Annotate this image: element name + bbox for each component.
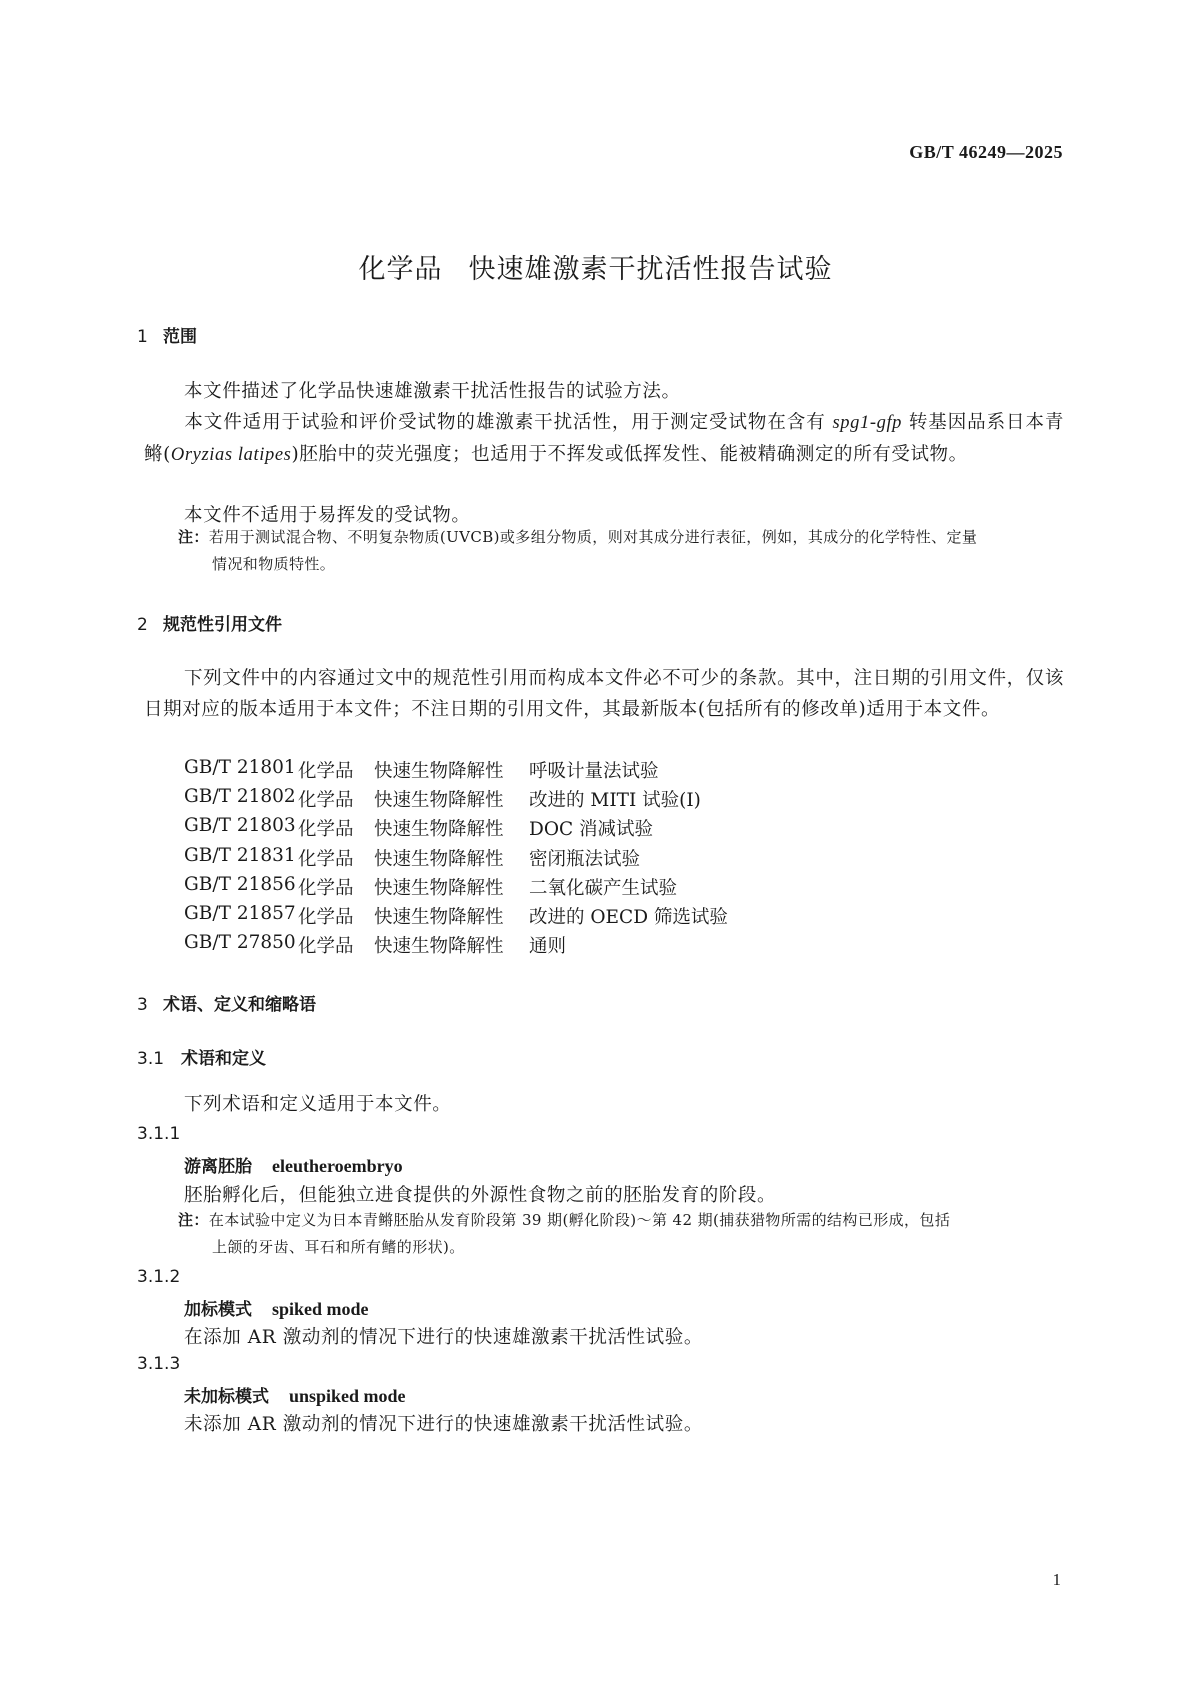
section-number: 2 [137, 615, 148, 635]
species-name: Oryzias latipes [170, 445, 292, 465]
term-heading [184, 1382, 406, 1407]
scope-paragraph-2: 本文件适用于试验和评价受试物的雄激素干扰活性，用于测定受试物在含有 spg1-gfp 转基因品系日本青鳉(Oryzias latipes)胚胎中的荧光强度；也适用于不挥发或低挥发性、能被精确测定的所有受试物。 [144, 412, 1064, 465]
term-chinese: 未加标模式 [184, 1387, 269, 1407]
scope-paragraph-3: 本文件不适用于易挥发的受试物。 [184, 505, 471, 526]
terms-intro: 下列术语和定义适用于本文件。 [184, 1094, 452, 1115]
term-number: 3.1.2 [137, 1267, 181, 1287]
section-1-heading [137, 322, 197, 347]
section-number: 3 [137, 995, 148, 1015]
standard-code: GB/T 46249—2025 [909, 142, 1063, 162]
term-number: 3.1.1 [137, 1124, 181, 1144]
section-3-heading [137, 990, 316, 1015]
term-english: eleutheroembryo [272, 1156, 403, 1176]
term-definition: 在添加 AR 激动剂的情况下进行的快速雄激素干扰活性试验。 [184, 1327, 703, 1348]
section-title: 术语和定义 [181, 1049, 266, 1069]
scope-paragraph-1: 本文件描述了化学品快速雄激素干扰活性报告的试验方法。 [184, 381, 681, 402]
scope-note: 注：若用于测试混合物、不明复杂物质(UVCB)或多组分物质，则对其成分进行表征，例如，其成分的化学特性、定量 情况和物质特性。 [178, 528, 978, 573]
note-label: 注： [178, 1211, 209, 1229]
term-heading [184, 1295, 369, 1320]
term-chinese: 游离胚胎 [184, 1157, 252, 1177]
term-definition: 胚胎孵化后，但能独立进食提供的外源性食物之前的胚胎发育的阶段。 [184, 1185, 777, 1206]
section-title: 术语、定义和缩略语 [163, 995, 316, 1015]
title-part2: 快速雄激素干扰活性报告试验 [468, 254, 833, 285]
references-intro: 下列文件中的内容通过文中的规范性引用而构成本文件必不可少的条款。其中，注日期的引用文件，仅该日期对应的版本适用于本文件；不注日期的引用文件，其最新版本(包括所有的修改单)适用于本文件。 [144, 668, 1064, 720]
term-number: 3.1.3 [137, 1354, 181, 1374]
gene-name: spg1-gfp [832, 413, 903, 433]
term-english: unspiked mode [289, 1386, 406, 1406]
document-title [0, 247, 1191, 286]
page-number: 1 [1052, 1570, 1061, 1589]
section-2-heading [137, 610, 282, 635]
term-chinese: 加标模式 [184, 1300, 252, 1320]
section-number: 3.1 [137, 1049, 165, 1069]
term-note: 注：在本试验中定义为日本青鳉胚胎从发育阶段第 39 期(孵化阶段)～第 42 期(捕获猎物所需的结构已形成，包括 上颌的牙齿、耳石和所有鳍的形状)。 [178, 1211, 951, 1256]
term-heading [184, 1152, 403, 1177]
term-english: spiked mode [272, 1299, 369, 1319]
section-title: 规范性引用文件 [163, 615, 282, 635]
section-title: 范围 [163, 327, 197, 347]
title-part1: 化学品 [358, 254, 443, 285]
term-definition: 未添加 AR 激动剂的情况下进行的快速雄激素干扰活性试验。 [184, 1414, 703, 1435]
note-label: 注： [178, 528, 209, 546]
section-number: 1 [137, 327, 148, 347]
subsection-3-1-heading [137, 1044, 266, 1069]
